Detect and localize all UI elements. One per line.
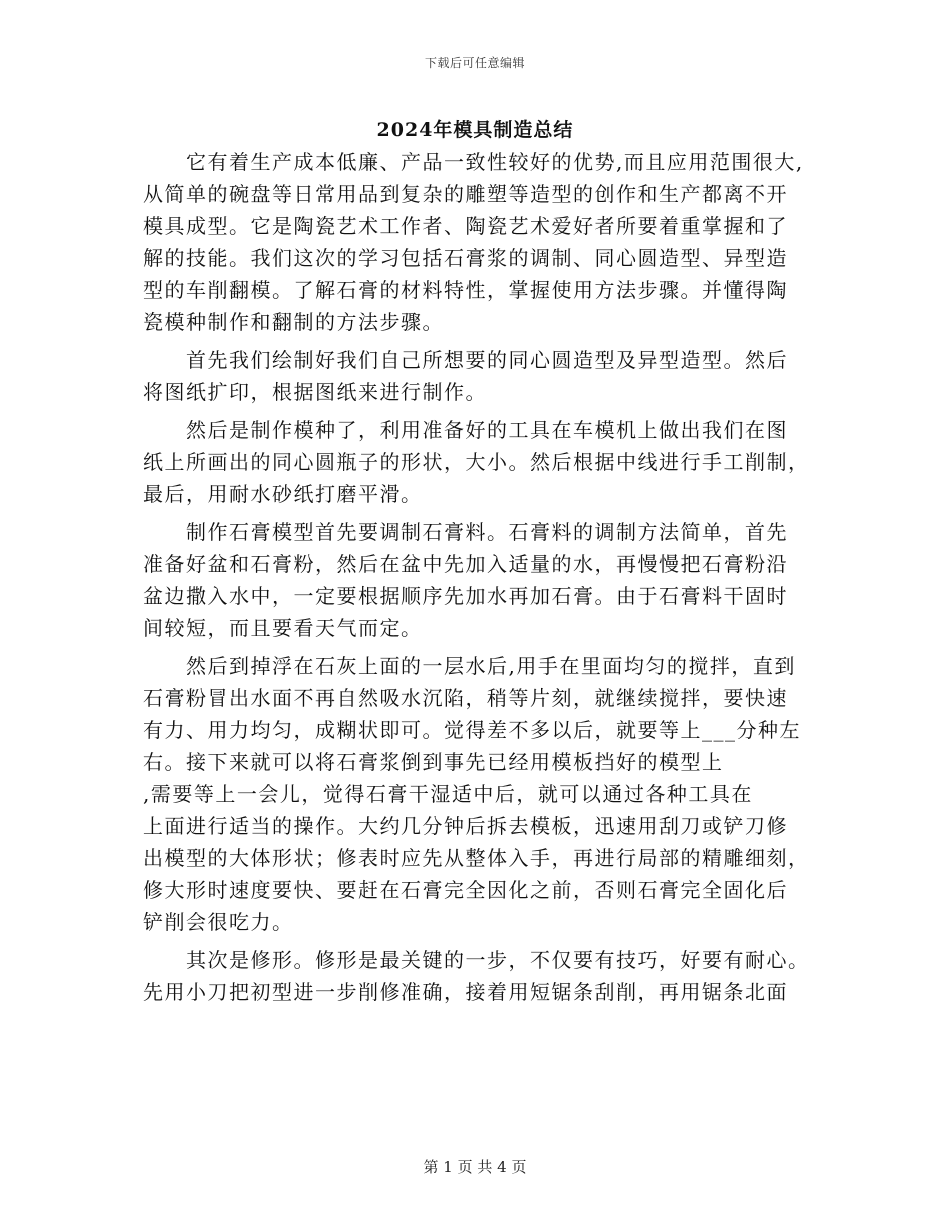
text-line: 盆边撒入水中，一定要根据顺序先加水再加石膏。由于石膏料干固时 [143,584,788,608]
text-line: 间较短，而且要看天气而定。 [143,616,423,640]
text-line: 石膏粉冒出水面不再自然吸水沉陷，稍等片刻，就继续搅拌，要快速 [143,686,788,710]
text-line: 上面进行适当的操作。大约几分钟后拆去模板，迅速用刮刀或铲刀修 [143,814,788,838]
document-body [143,146,813,1008]
text-line: 首先我们绘制好我们自己所想要的同心圆造型及异型造型。然后 [143,348,788,372]
text-line: ,需要等上一会儿，觉得石膏干湿适中后，就可以通过各种工具在 [143,782,753,806]
paragraph [143,944,813,1008]
text-line: 将图纸扩印，根据图纸来进行制作。 [143,380,487,404]
text-line: 瓷模种制作和翻制的方法步骤。 [143,310,444,334]
header-note: 下载后可任意编辑 [424,56,525,70]
text-line: 然后到掉浮在石灰上面的一层水后,用手在里面均匀的搅拌，直到 [143,654,796,678]
text-line: 从简单的碗盘等日常用品到复杂的雕塑等造型的创作和生产都离不开 [143,182,788,206]
text-line: 右。接下来就可以将石膏浆倒到事先已经用模板挡好的模型上 [143,750,724,774]
text-line: 有力、用力均匀，成糊状即可。觉得差不多以后，就要等上___分种左 [143,718,801,742]
paragraph [143,146,813,338]
text-line: 出模型的大体形状；修表时应先从整体入手，再进行局部的精雕细刻， [143,846,810,870]
paragraph [143,344,813,408]
text-line: 它有着生产成本低廉、产品一致性较好的优势,而且应用范围很大, [143,150,804,174]
paragraph [143,650,813,938]
paragraph [143,414,813,510]
text-line: 纸上所画出的同心圆瓶子的形状，大小。然后根据中线进行手工削制， [143,450,810,474]
page-indicator: 第 1 页 共 4 页 [423,1158,527,1176]
text-line: 先用小刀把初型进一步削修准确，接着用短锯条刮削，再用锯条北面 [143,980,788,1004]
text-line: 解的技能。我们这次的学习包括石膏浆的调制、同心圆造型、异型造 [143,246,788,270]
document-title: 2024年模具制造总结 [376,119,574,141]
text-line: 然后是制作模种了，利用准备好的工具在车模机上做出我们在图 [143,418,788,442]
paragraph [143,516,813,644]
text-line: 最后，用耐水砂纸打磨平滑。 [143,482,423,506]
text-line: 制作石膏模型首先要调制石膏料。石膏料的调制方法简单，首先 [143,520,788,544]
text-line: 铲削会很吃力。 [143,910,294,934]
text-line: 修大形时速度要快、要赶在石膏完全因化之前，否则石膏完全固化后 [143,878,788,902]
text-line: 其次是修形。修形是最关键的一步，不仅要有技巧，好要有耐心。 [143,948,810,972]
text-line: 准备好盆和石膏粉，然后在盆中先加入适量的水，再慢慢把石膏粉沿 [143,552,788,576]
text-line: 型的车削翻模。了解石膏的材料特性，掌握使用方法步骤。并懂得陶 [143,278,788,302]
text-line: 模具成型。它是陶瓷艺术工作者、陶瓷艺术爱好者所要着重掌握和了 [143,214,788,238]
